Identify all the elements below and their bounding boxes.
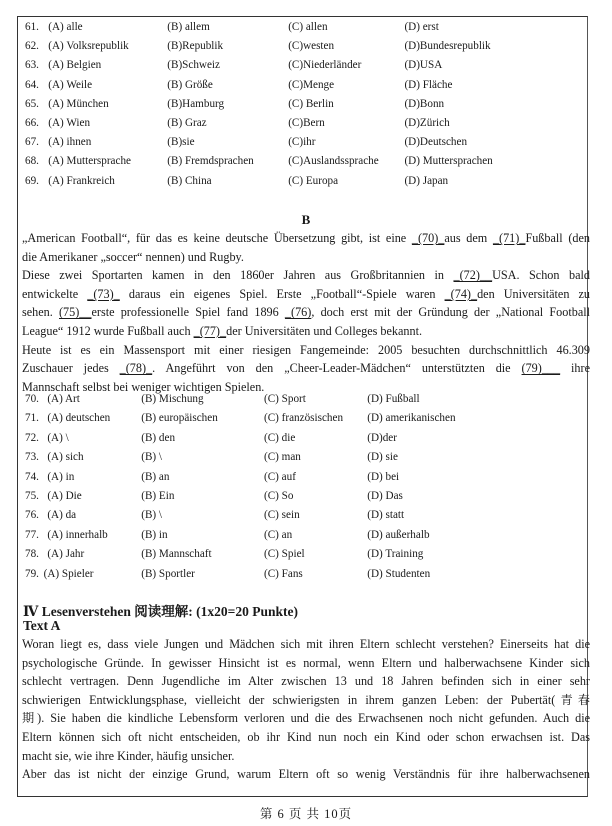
section-iv-heading: Ⅳ Lesenverstehen 阅读理解: (1x20=20 Punkte)	[23, 604, 298, 619]
text-segment: . Angeführt von den „Cheer-Leader-Mädchen“ unterstützten die	[152, 361, 522, 376]
option-c: (C)Bern	[288, 115, 325, 129]
text-line: macht sie, wie ihre Kinder, häufig unsicher.	[22, 748, 235, 763]
text-line	[22, 341, 590, 360]
option-d: (D) statt	[367, 507, 405, 522]
option-a: (A) Die	[47, 488, 82, 502]
option-a: (A) ihnen	[48, 134, 92, 149]
option-b: (B) Sportler	[141, 565, 195, 580]
option-c: (C)Auslandssprache	[288, 153, 379, 168]
question-number: 76.	[25, 507, 39, 522]
option-c: (C)westen	[288, 38, 335, 53]
option-a: (A) deutschen	[47, 410, 111, 425]
text-segment: Heute ist es ein Massensport mit einer riesigen Fangemeinde: 2005 besuchten durchschnittlich 46.309	[22, 342, 590, 357]
option-c: (C) Europa	[288, 172, 339, 187]
option-d: (D) sie	[367, 449, 398, 464]
text-line	[22, 322, 590, 341]
option-a: (A) innerhalb	[47, 526, 108, 541]
text-segment: sehen.	[22, 305, 59, 320]
option-d: (D)der	[367, 429, 397, 444]
option-c: (C) Spiel	[264, 546, 305, 561]
question-number: 70.	[25, 391, 39, 405]
option-c: (C) sein	[264, 507, 300, 522]
text-segment: den Universitäten zu	[477, 286, 591, 301]
option-d: (D) Fläche	[404, 76, 453, 91]
question-number: 62.	[25, 38, 39, 53]
option-c: (C) auf	[264, 468, 296, 483]
option-b: (B) China	[167, 172, 212, 187]
text-line	[22, 248, 590, 267]
option-a: (A) Volksrepublik	[48, 38, 129, 53]
cloze-blank: _(74)_	[444, 286, 478, 301]
text-segment: ihre	[560, 361, 590, 376]
option-b: (B) Mannschaft	[141, 546, 212, 561]
option-c: (C) allen	[288, 19, 328, 33]
cloze-text-b	[22, 229, 590, 396]
text-segment: Mannschaft selbst bei weniger wichtigen Spielen.	[22, 379, 265, 394]
option-d: (D) Muttersprachen	[404, 153, 493, 168]
cloze-blank: _(71)_	[492, 231, 526, 245]
question-number: 61.	[25, 19, 39, 33]
option-d: (D) bei	[367, 468, 400, 483]
option-d: (D) außerhalb	[367, 526, 430, 541]
text-segment: entwickelte	[22, 286, 88, 301]
option-d: (D)USA	[404, 57, 443, 72]
question-number: 77.	[25, 526, 39, 541]
question-number: 74.	[25, 468, 39, 483]
text-segment: die Amerikaner „soccer“ nennen) und Rugby.	[22, 249, 244, 264]
question-number: 72.	[25, 429, 39, 444]
cloze-blank: (75)__	[59, 305, 92, 320]
option-d: (D)Zürich	[404, 115, 450, 129]
text-line	[22, 266, 590, 285]
question-number: 66.	[25, 115, 39, 129]
option-d: (D) Studenten	[367, 565, 431, 580]
option-d: (D) amerikanischen	[367, 410, 456, 425]
text-line: schlecht vertragen. Denn Jugendliche im Alter zwischen 13 und 18 Jahren befinden sich in einer sehr	[22, 674, 590, 689]
option-d: (D)Deutschen	[404, 134, 468, 149]
text-segment: Fußball (den	[525, 231, 590, 245]
text-segment: League“ 1912 wurde Fußball auch	[22, 323, 194, 338]
option-d: (D) Fußball	[367, 391, 420, 405]
text-segment: der Universitäten und Colleges bekannt.	[226, 323, 423, 338]
cloze-blank: _(70)_	[411, 231, 445, 245]
question-number: 68.	[25, 153, 39, 168]
option-d: (D) Training	[367, 546, 424, 561]
text-segment: USA. Schon bald	[492, 268, 590, 283]
question-number: 67.	[25, 134, 39, 149]
cloze-blank: _(72)__	[453, 268, 493, 283]
option-d: (D)Bonn	[404, 95, 445, 110]
option-b: (B)Republik	[167, 38, 224, 53]
option-a: (A) Belgien	[48, 57, 102, 72]
question-number: 78.	[25, 546, 39, 561]
option-c: (C) So	[264, 488, 294, 502]
option-a: (A) Muttersprache	[48, 153, 131, 168]
option-b: (B) \	[141, 449, 163, 464]
option-a: (A) München	[48, 95, 109, 110]
option-d: (D) erst	[404, 19, 439, 33]
text-segment: Diese zwei Sportarten kamen in den 1860er Jahren aus Großbritannien in	[22, 268, 454, 283]
option-b: (B)sie	[167, 134, 195, 149]
text-line: psychologische Gründe. In gewisser Hinsicht ist es normal, wenn Eltern und halberwachsene Kinder sich	[22, 655, 590, 670]
option-c: (C) an	[264, 526, 293, 541]
option-b: (B) Größe	[167, 76, 213, 91]
text-line: schwierigen Entwicklungsphase, vielleicht der schwierigsten in ihrem ganzen Leben: der Pubertät(青春	[22, 692, 590, 707]
question-number: 79.	[25, 565, 39, 580]
option-b: (B) in	[141, 526, 168, 541]
text-line	[22, 285, 590, 304]
text-line	[22, 359, 590, 378]
text-segment: aus dem	[444, 231, 493, 245]
option-a: (A) da	[47, 507, 77, 522]
option-c: (C)Niederländer	[288, 57, 362, 72]
question-number: 69.	[25, 172, 39, 187]
option-a: (A) Wien	[48, 115, 91, 129]
question-number: 65.	[25, 95, 39, 110]
option-b: (B) allem	[167, 19, 210, 33]
option-a: (A) Spieler	[43, 565, 94, 580]
question-number: 64.	[25, 76, 39, 91]
option-b: (B) \	[141, 507, 163, 522]
text-line	[22, 378, 590, 397]
option-a: (A) in	[47, 468, 75, 483]
option-b: (B) Ein	[141, 488, 175, 502]
text-line: Aber das ist nicht der einzige Grund, warum Eltern oft so wenig Verständnis für ihre halberwachsenen	[22, 767, 590, 782]
option-a: (A) sich	[47, 449, 84, 464]
option-a: (A) Frankreich	[48, 172, 115, 187]
question-number: 63.	[25, 57, 39, 72]
option-b: (B)Hamburg	[167, 95, 225, 110]
cloze-blank: _(77)_	[193, 323, 227, 338]
option-b: (B) europäischen	[141, 410, 218, 425]
option-b: (B) Fremdsprachen	[167, 153, 254, 168]
option-b: (B) Mischung	[141, 391, 204, 405]
option-b: (B)Schweiz	[167, 57, 220, 72]
text-segment: , doch erst mit der Gründung der „National Football	[311, 305, 590, 320]
option-a: (A) alle	[48, 19, 83, 33]
text-line	[22, 303, 590, 322]
text-segment: daraus ein eigenes Spiel. Erste „Football“-Spiele waren	[119, 286, 445, 301]
reading-text-a	[22, 635, 590, 784]
option-c: (C)ihr	[288, 134, 316, 149]
cloze-blank: _(78)_	[119, 361, 153, 376]
option-b: (B) den	[141, 429, 176, 444]
question-number: 71.	[25, 410, 39, 425]
text-segment: erste professionelle Spiel fand 1896	[91, 305, 285, 320]
option-c: (C) die	[264, 429, 296, 444]
option-a: (A) Art	[47, 391, 80, 405]
text-line	[22, 229, 590, 248]
option-a: (A) \	[47, 429, 69, 444]
option-c: (C) Sport	[264, 391, 306, 405]
option-a: (A) Weile	[48, 76, 93, 91]
option-c: (C) Fans	[264, 565, 303, 580]
option-d: (D) Das	[367, 488, 403, 502]
question-number: 75.	[25, 488, 39, 502]
text-a-heading: Text A	[23, 618, 61, 633]
cloze-blank: _(73)_	[87, 286, 120, 301]
option-c: (C) Berlin	[288, 95, 334, 110]
text-line: 期). Sie haben die kindliche Lebensform verloren und die des Erwachsenen noch nicht gefunden. Auch die	[22, 711, 590, 726]
option-c: (C)Menge	[288, 76, 335, 91]
text-segment: Zuschauer jedes	[22, 361, 120, 376]
option-c: (C) französischen	[264, 410, 344, 425]
page-number-footer: 第 6 页 共 10页	[259, 807, 353, 821]
cloze-blank: (79)___	[521, 361, 561, 376]
option-c: (C) man	[264, 449, 301, 464]
option-d: (D) Japan	[404, 172, 449, 187]
option-d: (D)Bundesrepublik	[404, 38, 491, 53]
option-a: (A) Jahr	[47, 546, 85, 561]
text-line: Woran liegt es, dass viele Jungen und Mädchen sich mit ihren Eltern schlecht verstehen? Einerseits hat die	[22, 637, 590, 651]
option-b: (B) an	[141, 468, 170, 483]
text-line: Eltern können sich oft nicht entscheiden, ob ihr Kind nun noch ein Kind oder schon erwachsen ist. Das	[22, 729, 590, 744]
cloze-blank: _(76)	[284, 305, 312, 320]
text-segment: „American Football“, für das es keine deutsche Übersetzung gibt, ist eine	[22, 231, 412, 245]
option-b: (B) Graz	[167, 115, 207, 129]
section-b-title: B	[301, 212, 311, 227]
question-number: 73.	[25, 449, 39, 464]
